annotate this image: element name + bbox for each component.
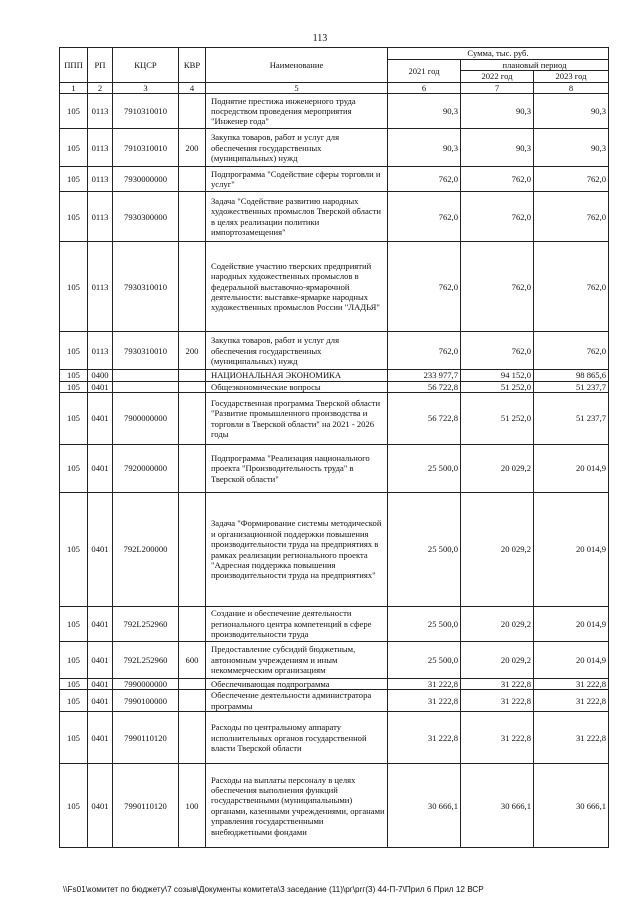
- page-number: 113: [312, 33, 328, 44]
- cell-rp: 0401: [88, 393, 113, 445]
- cell-2023: 762,0: [534, 242, 609, 332]
- cell-kvr: 200: [179, 332, 206, 370]
- cell-kcsr: 7930310010: [113, 242, 179, 332]
- cell-2022: 762,0: [461, 332, 534, 370]
- table-row: [60, 764, 609, 848]
- cell-rp: 0401: [88, 712, 113, 764]
- table-row: [60, 242, 609, 332]
- cell-name: Подпрограмма "Содействие сферы торговли и услуг": [206, 167, 388, 192]
- cell-2023: 762,0: [534, 192, 609, 242]
- cell-kvr: [179, 607, 206, 642]
- header-2023: 2023 год: [534, 71, 609, 82]
- cell-kcsr: 7930300000: [113, 192, 179, 242]
- cell-ppp: 105: [60, 393, 88, 445]
- cell-kcsr: 7990110120: [113, 764, 179, 848]
- cell-ppp: 105: [60, 167, 88, 192]
- cell-kvr: [179, 393, 206, 445]
- header-kcsr: КЦСР: [113, 48, 179, 83]
- column-index: 5: [206, 82, 388, 93]
- table-row: [60, 607, 609, 642]
- header-sum: Сумма, тыс. руб.: [388, 48, 609, 60]
- cell-2021: 90,3: [388, 129, 461, 167]
- header-kvr: КВР: [179, 48, 206, 83]
- cell-name: Поднятие престижа инженерного труда посредством проведения мероприятия "Инженер года": [206, 94, 388, 129]
- cell-2021: 31 222,8: [388, 690, 461, 712]
- column-index: 3: [113, 82, 179, 93]
- cell-kcsr: 7990110120: [113, 712, 179, 764]
- cell-kvr: 100: [179, 764, 206, 848]
- cell-ppp: 105: [60, 679, 88, 690]
- cell-ppp: 105: [60, 690, 88, 712]
- cell-name: Обеспечение деятельности администратора программы: [206, 690, 388, 712]
- column-index-row: [60, 82, 609, 93]
- table-row: [60, 679, 609, 690]
- table-row: [60, 167, 609, 192]
- cell-kcsr: [113, 370, 179, 381]
- cell-kvr: [179, 167, 206, 192]
- cell-2021: 762,0: [388, 332, 461, 370]
- cell-name: Расходы на выплаты персоналу в целях обеспечения выполнения функций государственными (муниципальными) органами, казенными учреждениями, органами управления государственными внебюджетными фондами: [206, 764, 388, 848]
- column-index: 7: [461, 82, 534, 93]
- cell-kvr: [179, 690, 206, 712]
- cell-2023: 31 222,8: [534, 690, 609, 712]
- cell-2022: 51 252,0: [461, 393, 534, 445]
- cell-kvr: [179, 94, 206, 129]
- cell-name: Задача "Содействие развитию народных художественных промыслов Тверской области в целях реализации политики импортозамещения": [206, 192, 388, 242]
- cell-kcsr: 7900000000: [113, 393, 179, 445]
- cell-2021: 31 222,8: [388, 679, 461, 690]
- header-ppp: ППП: [60, 48, 88, 83]
- cell-2022: 30 666,1: [461, 764, 534, 848]
- table-row: [60, 332, 609, 370]
- cell-ppp: 105: [60, 764, 88, 848]
- cell-kvr: 600: [179, 642, 206, 679]
- cell-kcsr: 792L252960: [113, 642, 179, 679]
- header-rp: РП: [88, 48, 113, 83]
- cell-2021: 56 722,8: [388, 381, 461, 392]
- cell-ppp: 105: [60, 381, 88, 392]
- cell-kcsr: 7930000000: [113, 167, 179, 192]
- cell-2023: 98 865,6: [534, 370, 609, 381]
- cell-kvr: [179, 192, 206, 242]
- cell-2023: 762,0: [534, 167, 609, 192]
- cell-2023: 31 222,8: [534, 679, 609, 690]
- cell-kcsr: 792L200000: [113, 493, 179, 607]
- table-body: [60, 94, 609, 848]
- cell-kvr: [179, 381, 206, 392]
- cell-2021: 90,3: [388, 94, 461, 129]
- cell-rp: 0401: [88, 607, 113, 642]
- cell-rp: 0113: [88, 332, 113, 370]
- cell-2023: 90,3: [534, 129, 609, 167]
- column-index: 2: [88, 82, 113, 93]
- cell-2022: 31 222,8: [461, 679, 534, 690]
- cell-rp: 0113: [88, 167, 113, 192]
- table-row: [60, 690, 609, 712]
- cell-2021: 25 500,0: [388, 493, 461, 607]
- table-row: [60, 493, 609, 607]
- cell-2022: 762,0: [461, 167, 534, 192]
- cell-kvr: [179, 445, 206, 493]
- cell-2023: 31 222,8: [534, 712, 609, 764]
- cell-kvr: [179, 679, 206, 690]
- header-plan-period: плановый период: [461, 60, 609, 71]
- cell-2022: 90,3: [461, 94, 534, 129]
- table-row: [60, 129, 609, 167]
- cell-kcsr: 7910310010: [113, 129, 179, 167]
- cell-ppp: 105: [60, 370, 88, 381]
- cell-rp: 0113: [88, 129, 113, 167]
- cell-2021: 30 666,1: [388, 764, 461, 848]
- cell-2022: 20 029,2: [461, 445, 534, 493]
- cell-kvr: [179, 712, 206, 764]
- cell-ppp: 105: [60, 94, 88, 129]
- cell-kcsr: 7920000000: [113, 445, 179, 493]
- cell-ppp: 105: [60, 445, 88, 493]
- cell-ppp: 105: [60, 129, 88, 167]
- cell-rp: 0401: [88, 764, 113, 848]
- cell-2022: 94 152,0: [461, 370, 534, 381]
- cell-2021: 762,0: [388, 192, 461, 242]
- cell-2022: 31 222,8: [461, 712, 534, 764]
- cell-kvr: [179, 242, 206, 332]
- table-row: [60, 393, 609, 445]
- cell-2021: 762,0: [388, 242, 461, 332]
- cell-kvr: [179, 370, 206, 381]
- cell-2022: 20 029,2: [461, 607, 534, 642]
- cell-2023: 30 666,1: [534, 764, 609, 848]
- cell-2022: 20 029,2: [461, 642, 534, 679]
- cell-kvr: 200: [179, 129, 206, 167]
- table-row: [60, 192, 609, 242]
- cell-ppp: 105: [60, 642, 88, 679]
- cell-2021: 25 500,0: [388, 607, 461, 642]
- column-index: 4: [179, 82, 206, 93]
- cell-2021: 31 222,8: [388, 712, 461, 764]
- cell-kcsr: 792L252960: [113, 607, 179, 642]
- cell-2023: 51 237,7: [534, 393, 609, 445]
- cell-name: Создание и обеспечение деятельности регионального центра компетенций в сфере производительности труда: [206, 607, 388, 642]
- table-row: [60, 370, 609, 381]
- header-name: Наименование: [206, 48, 388, 83]
- cell-ppp: 105: [60, 493, 88, 607]
- cell-2021: 25 500,0: [388, 642, 461, 679]
- file-path-footer: \\Fs01\комитет по бюджету\7 созыв\Документы комитета\3 заседание (11)\рг\prг(3) 44-П-7\Прил 6 Прил 12 ВСР: [63, 885, 484, 894]
- cell-ppp: 105: [60, 712, 88, 764]
- cell-2022: 51 252,0: [461, 381, 534, 392]
- cell-kcsr: [113, 381, 179, 392]
- cell-name: Закупка товаров, работ и услуг для обеспечения государственных (муниципальных) нужд: [206, 332, 388, 370]
- cell-name: Расходы по центральному аппарату исполнительных органов государственной власти Тверской области: [206, 712, 388, 764]
- cell-rp: 0401: [88, 445, 113, 493]
- cell-name: Государственная программа Тверской области "Развитие промышленного производства и торговли в Тверской области" на 2021 - 2026 годы: [206, 393, 388, 445]
- cell-rp: 0401: [88, 679, 113, 690]
- cell-kcsr: 7910310010: [113, 94, 179, 129]
- cell-rp: 0400: [88, 370, 113, 381]
- cell-2022: 762,0: [461, 242, 534, 332]
- cell-2021: 762,0: [388, 167, 461, 192]
- cell-2023: 51 237,7: [534, 381, 609, 392]
- budget-table: [59, 47, 609, 848]
- cell-rp: 0401: [88, 690, 113, 712]
- cell-rp: 0113: [88, 242, 113, 332]
- cell-rp: 0113: [88, 192, 113, 242]
- cell-kcsr: 7990000000: [113, 679, 179, 690]
- cell-2023: 762,0: [534, 332, 609, 370]
- table-row: [60, 642, 609, 679]
- cell-kcsr: 7930310010: [113, 332, 179, 370]
- cell-2021: 233 977,7: [388, 370, 461, 381]
- cell-2021: 56 722,8: [388, 393, 461, 445]
- cell-rp: 0113: [88, 94, 113, 129]
- cell-name: Подпрограмма "Реализация национального проекта "Производительность труда" в Тверской области": [206, 445, 388, 493]
- cell-ppp: 105: [60, 242, 88, 332]
- table-row: [60, 712, 609, 764]
- cell-name: НАЦИОНАЛЬНАЯ ЭКОНОМИКА: [206, 370, 388, 381]
- cell-2022: 20 029,2: [461, 493, 534, 607]
- cell-rp: 0401: [88, 642, 113, 679]
- cell-2023: 20 014,9: [534, 445, 609, 493]
- column-index: 6: [388, 82, 461, 93]
- table-row: [60, 445, 609, 493]
- cell-ppp: 105: [60, 332, 88, 370]
- column-index: 1: [60, 82, 88, 93]
- cell-ppp: 105: [60, 607, 88, 642]
- cell-name: Закупка товаров, работ и услуг для обеспечения государственных (муниципальных) нужд: [206, 129, 388, 167]
- cell-ppp: 105: [60, 192, 88, 242]
- header-2021: 2021 год: [388, 60, 461, 83]
- column-index: 8: [534, 82, 609, 93]
- table-row: [60, 381, 609, 392]
- cell-name: Обеспечивающая подпрограмма: [206, 679, 388, 690]
- cell-2022: 31 222,8: [461, 690, 534, 712]
- cell-name: Общеэкономические вопросы: [206, 381, 388, 392]
- cell-2023: 90,3: [534, 94, 609, 129]
- cell-kcsr: 7990100000: [113, 690, 179, 712]
- cell-rp: 0401: [88, 381, 113, 392]
- cell-2022: 90,3: [461, 129, 534, 167]
- header-2022: 2022 год: [461, 71, 534, 82]
- cell-2021: 25 500,0: [388, 445, 461, 493]
- cell-2022: 762,0: [461, 192, 534, 242]
- cell-rp: 0401: [88, 493, 113, 607]
- cell-kvr: [179, 493, 206, 607]
- cell-name: Задача "Формирование системы методической и организационной поддержки повышения производительности труда на предприятиях в рамках реализации регионального проекта "Адресная поддержка повышения производительности труда на предприятиях": [206, 493, 388, 607]
- cell-name: Предоставление субсидий бюджетным, автономным учреждениям и иным некоммерческим организациям: [206, 642, 388, 679]
- cell-name: Содействие участию тверских предприятий народных художественных промыслов в федеральной выставочно-ярмарочной деятельности: выставке-ярмарке народных художественных промыслов России "ЛАДЬЯ": [206, 242, 388, 332]
- cell-2023: 20 014,9: [534, 493, 609, 607]
- table-row: [60, 94, 609, 129]
- cell-2023: 20 014,9: [534, 642, 609, 679]
- cell-2023: 20 014,9: [534, 607, 609, 642]
